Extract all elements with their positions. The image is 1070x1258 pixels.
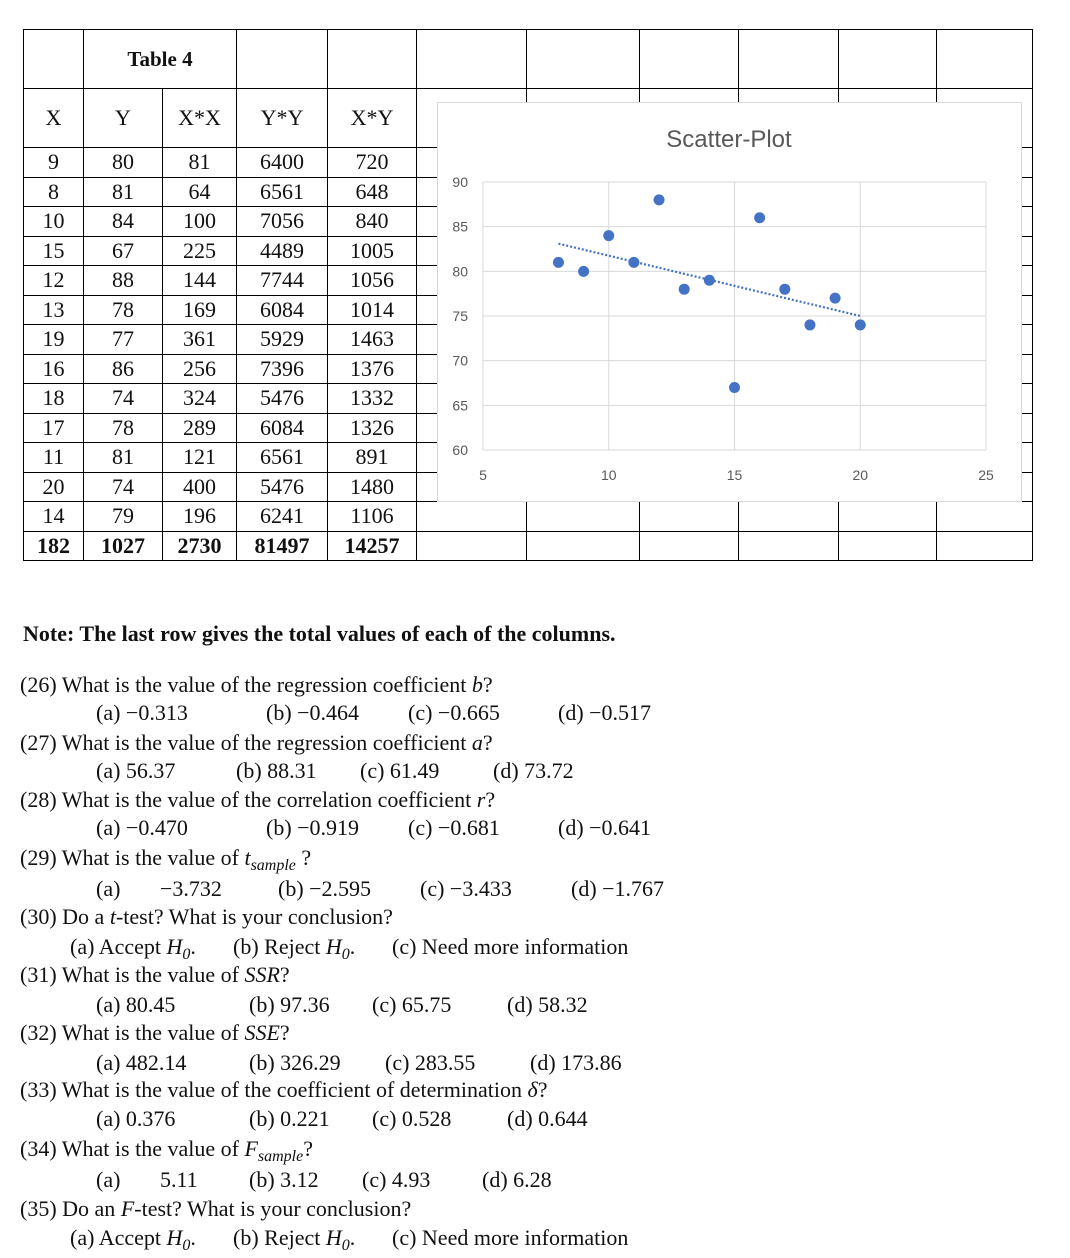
table-cell: 1480 xyxy=(328,472,417,502)
answer-option xyxy=(70,1225,196,1254)
answer-option xyxy=(249,1167,319,1193)
answer-option-text: (b) 3.12 xyxy=(249,1167,319,1192)
table-cell: 225 xyxy=(163,236,237,266)
column-header: X*Y xyxy=(328,89,417,148)
table-cell: 11 xyxy=(24,443,84,473)
answer-option-text: (b) −0.919 xyxy=(266,815,360,840)
question-text: What is the value of xyxy=(61,1136,245,1161)
answer-option xyxy=(372,1106,451,1132)
question-number: (28) xyxy=(20,787,57,812)
question-28 xyxy=(20,787,495,813)
table-cell: 17 xyxy=(24,413,84,443)
table-cell: 5476 xyxy=(237,472,328,502)
question-variable: t xyxy=(244,845,251,870)
x-tick-label: 15 xyxy=(726,467,743,483)
answer-option-text: (d) 73.72 xyxy=(493,758,574,783)
question-text-end: ? xyxy=(303,1136,313,1161)
question-variable: F xyxy=(120,1196,135,1221)
table-cell: 1056 xyxy=(328,266,417,296)
empty-cell xyxy=(937,531,1033,561)
empty-cell xyxy=(527,531,640,561)
answer-option xyxy=(392,934,628,960)
table-cell: 7056 xyxy=(237,207,328,237)
answer-option xyxy=(507,1106,588,1132)
answer-option xyxy=(372,992,451,1018)
hypothesis-subscript: 0 xyxy=(182,946,191,963)
table-cell: 1376 xyxy=(328,354,417,384)
x-tick-label: 20 xyxy=(852,467,869,483)
table-cell: 64 xyxy=(163,177,237,207)
question-variable: F xyxy=(244,1136,258,1161)
table-cell: 15 xyxy=(24,236,84,266)
data-point xyxy=(779,284,790,295)
answer-option xyxy=(96,992,175,1018)
table-cell: 14257 xyxy=(328,531,417,561)
table-cell: 6561 xyxy=(237,443,328,473)
answer-option-text: (c) −0.665 xyxy=(408,700,500,725)
answer-option xyxy=(160,1167,198,1193)
hypothesis-symbol: H xyxy=(325,934,342,959)
hypothesis-dot: . xyxy=(349,1225,356,1250)
question-variable: δ xyxy=(527,1077,538,1102)
question-text: What is the value of xyxy=(61,1020,245,1045)
hypothesis-subscript: 0 xyxy=(182,1237,191,1254)
answer-option-text: (c) 65.75 xyxy=(372,992,452,1017)
answer-option-text: (b) −0.464 xyxy=(266,700,360,725)
table-cell: 1005 xyxy=(328,236,417,266)
answer-option xyxy=(493,758,574,784)
table-cell: 1106 xyxy=(328,502,417,532)
table-cell: 7744 xyxy=(237,266,328,296)
answer-option-text: (c) 61.49 xyxy=(360,758,440,783)
y-tick-label: 75 xyxy=(452,308,468,324)
table-cell: 84 xyxy=(84,207,163,237)
question-number: (30) xyxy=(20,904,57,929)
empty-cell xyxy=(739,502,839,532)
table-cell: 9 xyxy=(24,148,84,178)
table-cell: 13 xyxy=(24,295,84,325)
table-cell: 20 xyxy=(24,472,84,502)
table-title: Table 4 xyxy=(84,30,237,89)
data-point xyxy=(754,212,765,223)
data-point xyxy=(654,194,665,205)
table-cell: 4489 xyxy=(237,236,328,266)
answer-option xyxy=(408,815,500,841)
answer-option xyxy=(233,1225,356,1254)
table-note: Note: The last row gives the total values of each of the columns. xyxy=(23,621,616,646)
data-point xyxy=(553,257,564,268)
answer-option-text: (c) 0.528 xyxy=(372,1106,452,1131)
answer-option-text: 5.11 xyxy=(160,1167,198,1192)
question-text-end: ? xyxy=(537,1077,548,1102)
answer-option xyxy=(96,815,188,841)
table-row xyxy=(24,502,1033,532)
table-cell: 10 xyxy=(24,207,84,237)
answer-option-text: (b) Reject xyxy=(233,934,326,959)
answer-option xyxy=(160,876,222,902)
data-point xyxy=(603,230,614,241)
chart-title: Scatter-Plot xyxy=(666,126,792,153)
y-tick-label: 80 xyxy=(452,263,468,280)
answer-option-text: (a) 482.14 xyxy=(96,1050,187,1075)
question-30 xyxy=(20,904,393,930)
question-number: (27) xyxy=(20,730,57,755)
empty-cell xyxy=(839,502,937,532)
question-34 xyxy=(20,1136,313,1165)
answer-option-text: (b) 326.29 xyxy=(249,1050,341,1075)
answer-option-text: (d) 173.86 xyxy=(530,1050,622,1075)
question-text: What is the value of the regression coefficient xyxy=(61,672,472,697)
table-cell: 81 xyxy=(84,443,163,473)
answer-option-text: (c) 4.93 xyxy=(362,1167,431,1192)
y-tick-label: 90 xyxy=(452,174,468,190)
answer-option xyxy=(236,758,317,784)
question-text: What is the value of the coefficient of determination xyxy=(61,1077,528,1102)
hypothesis-dot: . xyxy=(349,934,356,959)
table-cell: 6241 xyxy=(237,502,328,532)
table-cell: 5476 xyxy=(237,384,328,414)
scatter-plot-svg xyxy=(438,103,1021,501)
table-cell: 289 xyxy=(163,413,237,443)
table-cell: 6084 xyxy=(237,413,328,443)
x-tick-label: 25 xyxy=(978,467,994,483)
answer-option xyxy=(233,934,356,963)
table-cell: 12 xyxy=(24,266,84,296)
answer-option-text: (a) 80.45 xyxy=(96,992,176,1017)
answer-option xyxy=(96,700,188,726)
column-header: Y*Y xyxy=(237,89,328,148)
answer-option-text: (b) 88.31 xyxy=(236,758,317,783)
table-cell: 361 xyxy=(163,325,237,355)
table-cell: 1463 xyxy=(328,325,417,355)
table-cell: 77 xyxy=(84,325,163,355)
question-subscript: sample xyxy=(250,857,296,874)
data-point xyxy=(628,257,639,268)
question-text: What is the value of xyxy=(61,962,245,987)
question-text: Do a xyxy=(62,904,110,929)
hypothesis-symbol: H xyxy=(166,934,183,959)
empty-cell xyxy=(839,531,937,561)
question-variable: SSR xyxy=(244,962,280,987)
table-cell: 6400 xyxy=(237,148,328,178)
hypothesis-subscript: 0 xyxy=(341,1237,350,1254)
column-header: Y xyxy=(84,89,163,148)
hypothesis-dot: . xyxy=(190,1225,196,1250)
column-header: X*X xyxy=(163,89,237,148)
answer-option xyxy=(385,1050,475,1076)
question-32 xyxy=(20,1020,290,1046)
table-cell: 1332 xyxy=(328,384,417,414)
question-variable: t xyxy=(109,904,116,929)
table-cell: 78 xyxy=(84,295,163,325)
hypothesis-symbol: H xyxy=(166,1225,183,1250)
answer-option-text: (d) −1.767 xyxy=(571,876,665,901)
table-cell: 144 xyxy=(163,266,237,296)
answer-option-text: (c) Need more information xyxy=(392,934,629,959)
question-35 xyxy=(20,1196,411,1222)
table-cell: 7396 xyxy=(237,354,328,384)
question-text-end: -test? What is your conclusion? xyxy=(134,1196,412,1221)
x-tick-label: 10 xyxy=(600,467,617,483)
answer-option-text: (a) xyxy=(96,1167,121,1192)
question-text-end: ? xyxy=(482,730,493,755)
answer-option-text: (a) −0.470 xyxy=(96,815,188,840)
answer-option xyxy=(571,876,664,902)
table-cell: 88 xyxy=(84,266,163,296)
question-text-end: ? xyxy=(295,845,312,870)
answer-option-text: (d) 6.28 xyxy=(482,1167,552,1192)
table-cell: 2730 xyxy=(163,531,237,561)
answer-option-text: (a) xyxy=(96,876,121,901)
table-cell: 5929 xyxy=(237,325,328,355)
table-cell: 79 xyxy=(84,502,163,532)
question-31 xyxy=(20,962,290,988)
table-cell: 6561 xyxy=(237,177,328,207)
answer-option-text: (c) −3.433 xyxy=(420,876,512,901)
answer-option-text: (d) 0.644 xyxy=(507,1106,588,1131)
data-point xyxy=(855,319,866,330)
answer-option-text: (a) 56.37 xyxy=(96,758,176,783)
table-cell: 256 xyxy=(163,354,237,384)
answer-option-text: (d) −0.517 xyxy=(558,700,652,725)
answer-option-text: (b) −2.595 xyxy=(278,876,372,901)
empty-cell xyxy=(739,531,839,561)
question-number: (29) xyxy=(20,845,57,870)
answer-option xyxy=(362,1167,430,1193)
table-cell: 324 xyxy=(163,384,237,414)
answer-option-text: (c) −0.681 xyxy=(408,815,500,840)
answer-option xyxy=(408,700,500,726)
question-33 xyxy=(20,1077,547,1103)
table-cell: 78 xyxy=(84,413,163,443)
table-cell: 16 xyxy=(24,354,84,384)
answer-option xyxy=(96,1106,175,1132)
table-cell: 121 xyxy=(163,443,237,473)
table-cell: 14 xyxy=(24,502,84,532)
data-point xyxy=(679,284,690,295)
question-variable: b xyxy=(471,672,483,697)
table-cell: 1014 xyxy=(328,295,417,325)
question-text-end: ? xyxy=(482,672,493,697)
y-tick-label: 65 xyxy=(452,397,468,414)
table-cell: 19 xyxy=(24,325,84,355)
data-point xyxy=(729,382,740,393)
empty-cell xyxy=(640,531,739,561)
answer-option xyxy=(96,876,120,902)
answer-option-text: (b) Reject xyxy=(233,1225,326,1250)
question-text-end: ? xyxy=(279,962,290,987)
answer-option-text: −3.732 xyxy=(160,876,222,901)
x-tick-label: 5 xyxy=(479,467,487,483)
empty-cell xyxy=(527,502,640,532)
answer-option xyxy=(558,815,651,841)
answer-option-text: (b) 97.36 xyxy=(249,992,330,1017)
question-27 xyxy=(20,730,493,756)
question-number: (34) xyxy=(20,1136,57,1161)
table-cell: 67 xyxy=(84,236,163,266)
table-cell: 840 xyxy=(328,207,417,237)
answer-option xyxy=(249,1050,341,1076)
answer-option-text: (c) 283.55 xyxy=(385,1050,476,1075)
answer-option-text: (a) −0.313 xyxy=(96,700,188,725)
table-cell: 81 xyxy=(163,148,237,178)
table-cell: 1027 xyxy=(84,531,163,561)
table-cell: 81 xyxy=(84,177,163,207)
empty-cell xyxy=(937,502,1033,532)
question-text-end: -test? What is your conclusion? xyxy=(115,904,393,929)
table-title-row xyxy=(24,30,1033,89)
question-variable: r xyxy=(476,787,486,812)
answer-option xyxy=(360,758,439,784)
question-text: What is the value of the regression coefficient xyxy=(61,730,472,755)
scatter-chart xyxy=(437,102,1022,502)
table-cell: 80 xyxy=(84,148,163,178)
empty-cell xyxy=(417,531,527,561)
question-number: (35) xyxy=(20,1196,57,1221)
table-cell: 86 xyxy=(84,354,163,384)
data-point xyxy=(804,319,815,330)
table-cell: 182 xyxy=(24,531,84,561)
answer-option-text: (a) Accept xyxy=(70,1225,167,1250)
table-cell: 169 xyxy=(163,295,237,325)
table-cell: 8 xyxy=(24,177,84,207)
table-cell: 74 xyxy=(84,472,163,502)
y-tick-label: 85 xyxy=(452,218,468,235)
answer-option xyxy=(266,700,359,726)
question-number: (33) xyxy=(20,1077,57,1102)
column-header: X xyxy=(24,89,84,148)
hypothesis-subscript: 0 xyxy=(341,946,350,963)
table-cell: 400 xyxy=(163,472,237,502)
question-text: What is the value of the correlation coefficient xyxy=(61,787,477,812)
answer-option-text: (c) Need more information xyxy=(392,1225,629,1250)
question-text-end: ? xyxy=(485,787,496,812)
data-point xyxy=(578,266,589,277)
question-variable: a xyxy=(471,730,483,755)
empty-cell xyxy=(417,502,527,532)
answer-option xyxy=(530,1050,622,1076)
question-number: (32) xyxy=(20,1020,57,1045)
answer-option xyxy=(266,815,359,841)
question-29 xyxy=(20,845,312,874)
question-subscript: sample xyxy=(257,1148,304,1165)
data-point xyxy=(704,275,715,286)
question-text: Do an xyxy=(62,1196,121,1221)
hypothesis-symbol: H xyxy=(325,1225,342,1250)
table-cell: 891 xyxy=(328,443,417,473)
answer-option xyxy=(558,700,651,726)
answer-option xyxy=(249,1106,330,1132)
y-tick-label: 60 xyxy=(452,442,468,458)
answer-option xyxy=(96,758,175,784)
table-cell: 100 xyxy=(163,207,237,237)
answer-option-text: (d) −0.641 xyxy=(558,815,652,840)
data-point xyxy=(830,293,841,304)
answer-option xyxy=(482,1167,552,1193)
y-tick-label: 70 xyxy=(452,352,468,369)
table-cell: 648 xyxy=(328,177,417,207)
answer-option xyxy=(420,876,512,902)
question-text-end: ? xyxy=(279,1020,290,1045)
answer-option xyxy=(392,1225,628,1251)
table-cell: 18 xyxy=(24,384,84,414)
answer-option xyxy=(96,1167,120,1193)
question-26 xyxy=(20,672,493,698)
question-text: What is the value of xyxy=(61,845,245,870)
table-cell: 720 xyxy=(328,148,417,178)
empty-cell xyxy=(640,502,739,532)
answer-option-text: (d) 58.32 xyxy=(507,992,588,1017)
hypothesis-dot: . xyxy=(190,934,196,959)
table-cell: 74 xyxy=(84,384,163,414)
table-total-row xyxy=(24,531,1033,561)
answer-option xyxy=(278,876,371,902)
answer-option xyxy=(249,992,330,1018)
answer-option-text: (a) Accept xyxy=(70,934,167,959)
question-variable: SSE xyxy=(244,1020,280,1045)
answer-option-text: (b) 0.221 xyxy=(249,1106,330,1131)
question-number: (26) xyxy=(20,672,57,697)
question-number: (31) xyxy=(20,962,57,987)
answer-option xyxy=(70,934,196,963)
answer-option xyxy=(96,1050,186,1076)
table-cell: 196 xyxy=(163,502,237,532)
table-cell: 6084 xyxy=(237,295,328,325)
table-cell: 1326 xyxy=(328,413,417,443)
answer-option-text: (a) 0.376 xyxy=(96,1106,176,1131)
answer-option xyxy=(507,992,588,1018)
table-cell: 81497 xyxy=(237,531,328,561)
